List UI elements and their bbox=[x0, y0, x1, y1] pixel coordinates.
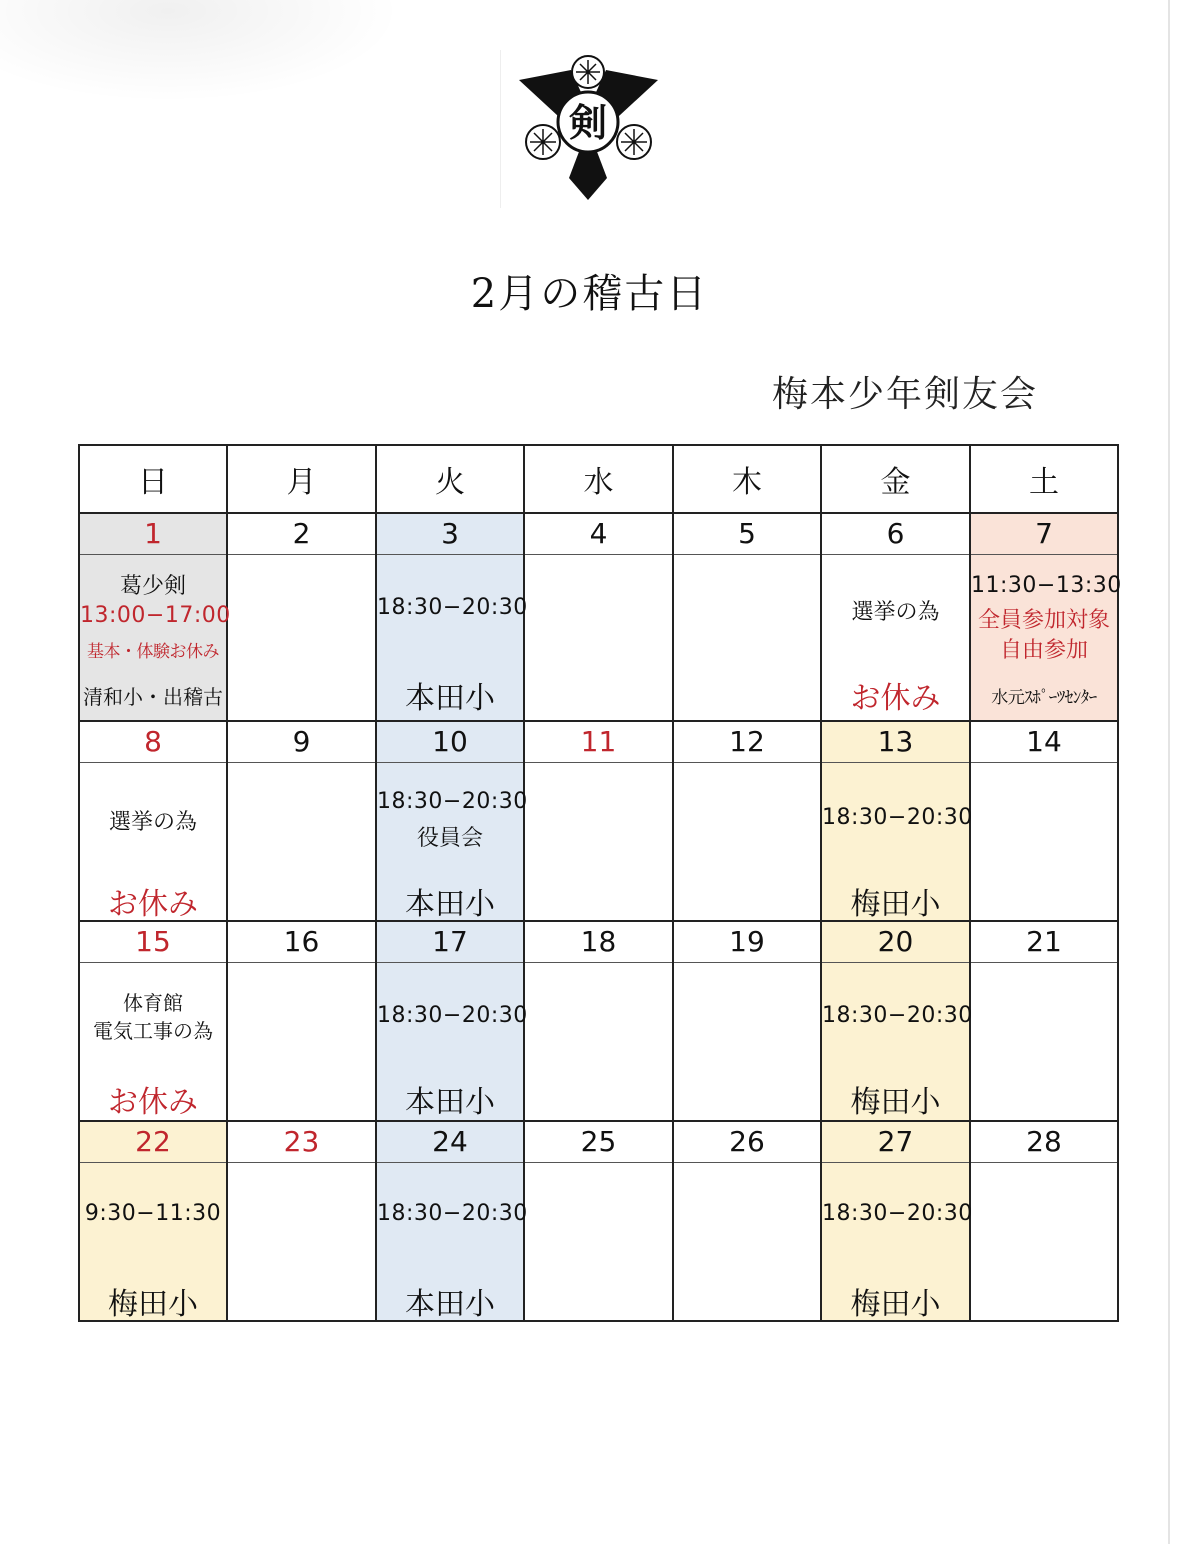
crest-char: 剣 bbox=[568, 100, 608, 145]
cell-day-12 bbox=[673, 763, 821, 922]
cell-day-17 bbox=[376, 963, 528, 1122]
event-time: 11:30−13:30 bbox=[971, 573, 1122, 598]
cell-day-25 bbox=[524, 1163, 673, 1322]
weekday-wed: 水 bbox=[524, 445, 673, 513]
cell-day-19 bbox=[673, 963, 821, 1122]
cell-day-14 bbox=[970, 763, 1118, 922]
practice-place: 本田小 bbox=[405, 1085, 495, 1120]
date-13: 13 bbox=[821, 721, 970, 763]
date-25: 25 bbox=[524, 1121, 673, 1163]
closed-reason-2: 電気工事の為 bbox=[93, 1019, 213, 1043]
event-note: 基本・体験お休み bbox=[87, 642, 219, 662]
weekday-thu: 木 bbox=[673, 445, 821, 513]
cell-day-15 bbox=[79, 963, 227, 1122]
cell-day-4 bbox=[524, 555, 673, 722]
weekday-sun: 日 bbox=[79, 445, 227, 513]
week2-body-row bbox=[79, 763, 1118, 922]
cell-day-13 bbox=[821, 763, 973, 922]
practice-time: 18:30−20:30 bbox=[822, 1003, 973, 1028]
date-26: 26 bbox=[673, 1121, 821, 1163]
event-note-2: 自由参加 bbox=[999, 638, 1088, 663]
practice-place: 梅田小 bbox=[108, 1287, 198, 1322]
cell-day-27 bbox=[821, 1163, 973, 1322]
practice-time: 18:30−20:30 bbox=[377, 789, 528, 814]
cell-day-21 bbox=[970, 963, 1118, 1122]
weekday-mon: 月 bbox=[227, 445, 376, 513]
cell-day-5 bbox=[673, 555, 821, 722]
weekday-tue: 火 bbox=[376, 445, 524, 513]
cell-day-9 bbox=[227, 763, 376, 922]
date-5: 5 bbox=[673, 513, 821, 555]
cell-day-10 bbox=[376, 763, 528, 922]
cell-day-20 bbox=[821, 963, 973, 1122]
practice-time: 18:30−20:30 bbox=[377, 1201, 528, 1226]
date-22: 22 bbox=[79, 1121, 227, 1163]
closed-status: お休み bbox=[850, 681, 941, 716]
practice-place: 梅田小 bbox=[850, 1085, 941, 1120]
practice-time: 9:30−11:30 bbox=[84, 1201, 222, 1226]
date-24: 24 bbox=[376, 1121, 524, 1163]
event-place: 清和小・出稽古 bbox=[83, 685, 223, 709]
practice-place: 本田小 bbox=[405, 1287, 495, 1322]
week1-body-row bbox=[79, 555, 1118, 722]
date-28: 28 bbox=[970, 1121, 1118, 1163]
event-time: 13:00−17:00 bbox=[80, 603, 231, 628]
closed-status: お休み bbox=[108, 887, 198, 922]
cell-day-3 bbox=[376, 555, 528, 722]
closed-reason: 選挙の為 bbox=[851, 600, 940, 625]
date-7: 7 bbox=[970, 513, 1118, 555]
date-18: 18 bbox=[524, 921, 673, 963]
cell-day-22 bbox=[79, 1163, 227, 1322]
event-note-1: 全員参加対象 bbox=[977, 608, 1110, 633]
cell-day-7 bbox=[970, 555, 1122, 722]
cell-day-6 bbox=[821, 555, 970, 722]
event-place: 水元ｽﾎﾟｰﾂｾﾝﾀｰ bbox=[991, 688, 1097, 708]
date-9: 9 bbox=[227, 721, 376, 763]
cell-day-8 bbox=[79, 763, 227, 922]
date-12: 12 bbox=[673, 721, 821, 763]
practice-time: 18:30−20:30 bbox=[377, 595, 528, 620]
date-6: 6 bbox=[821, 513, 970, 555]
date-10: 10 bbox=[376, 721, 524, 763]
cell-day-24 bbox=[376, 1163, 528, 1322]
date-11: 11 bbox=[524, 721, 673, 763]
practice-place: 本田小 bbox=[405, 681, 495, 716]
date-15: 15 bbox=[79, 921, 227, 963]
closed-status: お休み bbox=[108, 1085, 198, 1120]
date-14: 14 bbox=[970, 721, 1118, 763]
date-1: 1 bbox=[79, 513, 227, 555]
date-20: 20 bbox=[821, 921, 970, 963]
week3-body-row bbox=[79, 963, 1118, 1122]
weekday-fri: 金 bbox=[821, 445, 970, 513]
page-shadow bbox=[0, 0, 420, 110]
date-17: 17 bbox=[376, 921, 524, 963]
page-title: 2月の稽古日 bbox=[470, 271, 709, 317]
date-3: 3 bbox=[376, 513, 524, 555]
practice-time: 18:30−20:30 bbox=[822, 805, 973, 830]
date-27: 27 bbox=[821, 1121, 970, 1163]
weekday-header-row bbox=[79, 445, 1118, 513]
practice-place: 梅田小 bbox=[850, 1287, 941, 1322]
practice-time: 18:30−20:30 bbox=[822, 1201, 973, 1226]
date-21: 21 bbox=[970, 921, 1118, 963]
schedule-calendar bbox=[78, 444, 1122, 1322]
date-19: 19 bbox=[673, 921, 821, 963]
cell-day-16 bbox=[227, 963, 376, 1122]
practice-place: 梅田小 bbox=[850, 887, 941, 922]
week1-date-row bbox=[79, 513, 1118, 555]
week2-date-row bbox=[79, 721, 1118, 763]
cell-day-26 bbox=[673, 1163, 821, 1322]
event-venue: 葛少剣 bbox=[119, 574, 186, 599]
date-2: 2 bbox=[227, 513, 376, 555]
cell-day-1 bbox=[79, 555, 231, 722]
closed-reason-1: 体育館 bbox=[123, 991, 183, 1015]
week4-date-row bbox=[79, 1121, 1118, 1163]
practice-time: 18:30−20:30 bbox=[377, 1003, 528, 1028]
weekday-sat: 土 bbox=[970, 445, 1118, 513]
club-name: 梅本少年剣友会 bbox=[772, 374, 1039, 415]
date-4: 4 bbox=[524, 513, 673, 555]
closed-reason: 選挙の為 bbox=[108, 810, 197, 835]
date-16: 16 bbox=[227, 921, 376, 963]
practice-note: 役員会 bbox=[416, 826, 483, 851]
date-23: 23 bbox=[227, 1121, 376, 1163]
cell-day-28 bbox=[970, 1163, 1118, 1322]
cell-day-2 bbox=[227, 555, 376, 722]
week3-date-row bbox=[79, 921, 1118, 963]
cell-day-18 bbox=[524, 963, 673, 1122]
cell-day-11 bbox=[524, 763, 673, 922]
date-8: 8 bbox=[79, 721, 227, 763]
practice-place: 本田小 bbox=[405, 887, 495, 922]
week4-body-row bbox=[79, 1163, 1118, 1322]
cell-day-23 bbox=[227, 1163, 376, 1322]
club-crest-logo bbox=[500, 50, 676, 208]
